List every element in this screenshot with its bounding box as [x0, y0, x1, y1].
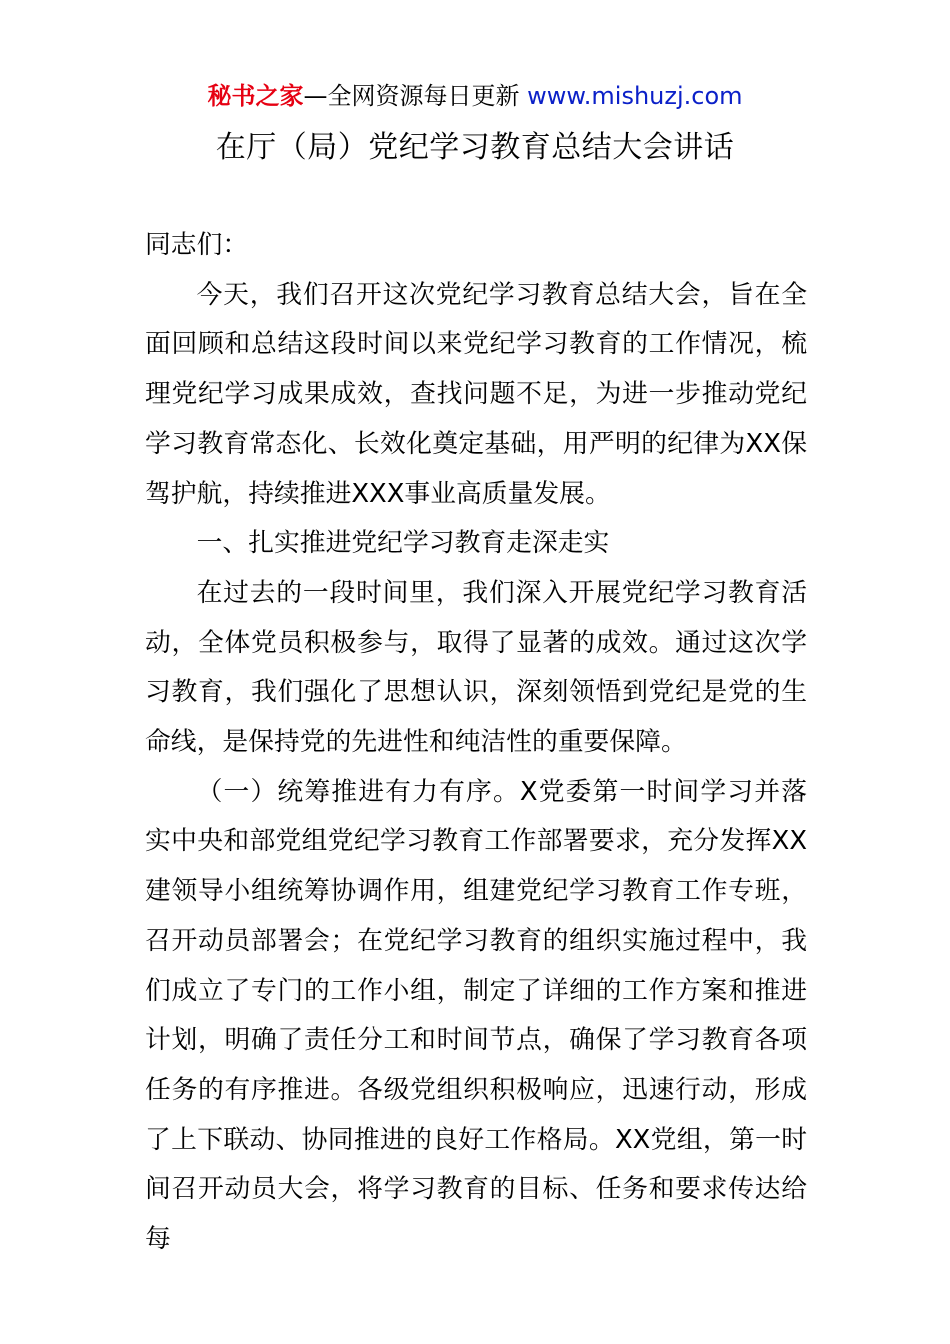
salutation: 同志们：	[145, 230, 249, 260]
paragraph-subsection-1: （一）统筹推进有力有序。X党委第一时间学习并落实中央和部党组党纪学习教育工作部署要求，充分发挥XX建领导小组统筹协调作用，组建党纪学习教育工作专班，召开动员部署会；在党纪学习教育的组织实施过程中，我们成立了专门的工作小组，制定了详细的工作方案和推进计划，明确了责任分工和时间节点，确保了学习教育各项任务的有序推进。各级党组织积极响应，迅速行动，形成了上下联动、协同推进的良好工作格局。XX党组，第一时间召开动员大会，将学习教育的目标、任务和要求传达给每	[145, 776, 807, 1255]
paragraph-intro: 今天，我们召开这次党纪学习教育总结大会，旨在全面回顾和总结这段时间以来党纪学习教育的工作情况，梳理党纪学习成果成效，查找问题不足，为进一步推动党纪学习教育常态化、长效化奠定基础，用严明的纪律为XX保驾护航，持续推进XXX事业高质量发展。	[145, 279, 807, 509]
document-body	[145, 221, 807, 1265]
site-header	[0, 80, 950, 112]
site-brand: 秘书之家	[207, 82, 304, 110]
paragraph-section-1: 在过去的一段时间里，我们深入开展党纪学习教育活动，全体党员积极参与，取得了显著的成效。通过这次学习教育，我们强化了思想认识，深刻领悟到党纪是党的生命线，是保持党的先进性和纯洁性的重要保障。	[145, 577, 807, 758]
section-heading-1: 一、扎实推进党纪学习教育走深走实	[196, 528, 610, 559]
document-title: 在厅（局）党纪学习教育总结大会讲话	[215, 130, 735, 165]
site-slogan: —全网资源每日更新	[303, 82, 528, 110]
site-url-link[interactable]: www.mishuzj.com	[527, 82, 743, 110]
